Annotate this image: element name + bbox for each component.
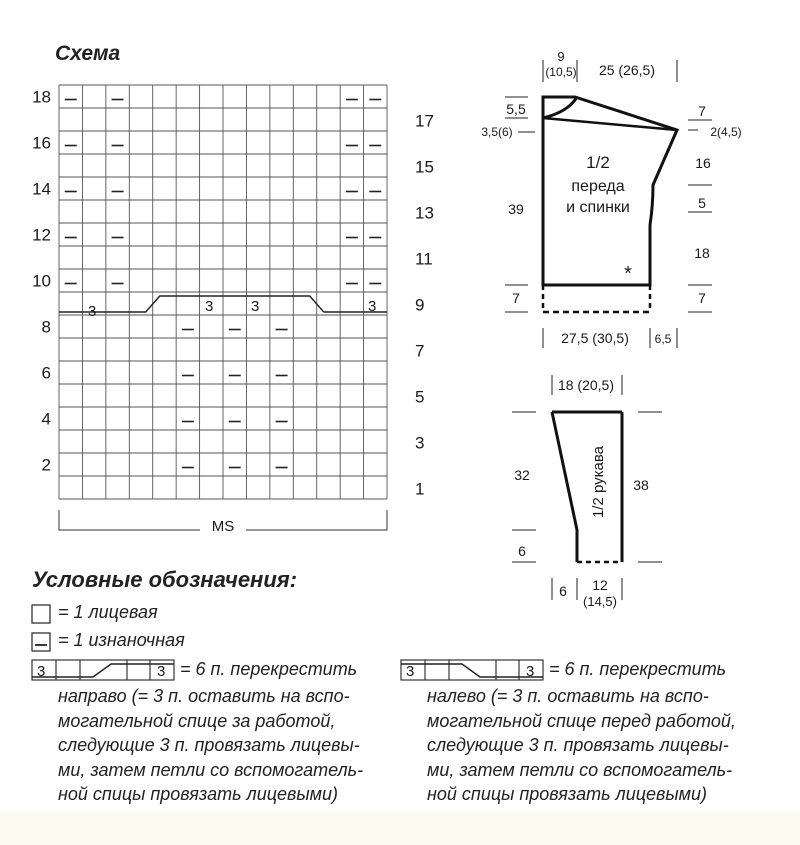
sleeve-right-height: 38 <box>633 477 649 493</box>
sleeve-bottom-left: 6 <box>559 583 567 599</box>
legend-cable-left-symbol <box>401 660 543 680</box>
body-right-rib: 7 <box>698 290 706 306</box>
body-right-side: 18 <box>694 245 710 261</box>
body-left-neck: 5,5 <box>506 101 526 117</box>
row-label-left: 10 <box>32 271 51 291</box>
cable-number-1: 3 <box>88 303 97 320</box>
body-bottom-width: 27,5 (30,5) <box>561 330 629 346</box>
row-label-right: 1 <box>415 479 425 499</box>
body-left-shoulder: 3,5(6) <box>481 125 513 139</box>
legend-knit-label: = 1 лицевая <box>58 602 158 622</box>
legend-purl-symbol <box>32 633 50 651</box>
body-star-mark: * <box>624 263 632 285</box>
row-label-left: 6 <box>41 363 51 383</box>
body-right-shoulder-a: 7 <box>698 103 706 119</box>
row-label-left: 18 <box>32 87 51 107</box>
sleeve-left-rib: 6 <box>518 543 526 559</box>
body-right-underarm: 5 <box>698 195 706 211</box>
legend-purl-label: = 1 изнаночная <box>58 630 185 650</box>
sleeve-bottom-right-a: 12 <box>592 577 608 593</box>
body-top-left-a: 9 <box>557 49 565 64</box>
body-left-height: 39 <box>508 201 524 217</box>
row-label-left: 4 <box>41 409 51 429</box>
row-label-left: 2 <box>41 455 51 475</box>
legend-cable-right-title: = 6 п. перекрестить <box>180 659 358 679</box>
sleeve-left-height: 32 <box>514 467 530 483</box>
sleeve-top-width: 18 (20,5) <box>557 377 615 393</box>
body-left-rib: 7 <box>512 290 520 306</box>
legend-title: Условные обозначения: <box>32 567 298 592</box>
row-label-right: 5 <box>415 387 425 407</box>
legend-cable-right-symbol <box>32 660 174 680</box>
row-label-right: 13 <box>415 203 434 223</box>
sleeve-bottom-right-b: (14,5) <box>583 594 617 609</box>
row-label-right: 3 <box>415 433 425 453</box>
row-label-right: 9 <box>415 295 425 315</box>
body-top-left-b: (10,5) <box>545 65 577 79</box>
legend-knit-symbol <box>32 605 50 623</box>
row-label-right: 17 <box>415 111 434 131</box>
legend-cable-right-count-a: 3 <box>37 663 46 680</box>
body-right-armhole: 16 <box>695 155 711 171</box>
legend-cable-left-title: = 6 п. перекрестить <box>549 659 727 679</box>
cable-number-2: 3 <box>205 298 214 315</box>
cable-number-3: 3 <box>251 298 260 315</box>
legend-cable-left-count-b: 3 <box>526 663 535 680</box>
legend-cable-right-desc: направо (= 3 п. оставить на вспо- могательной спице за работой, следующие 3 п. провязать лицевы- ми, затем петли со вспомогатель- ной спицы провязать лицевыми) <box>58 686 364 804</box>
body-top-right: 25 (26,5) <box>598 62 656 78</box>
legend-cable-right-count-b: 3 <box>157 663 166 680</box>
body-title-line1: 1/2 <box>586 153 610 172</box>
body-bottom-extra: 6,5 <box>654 332 672 346</box>
body-right-shoulder-b: 2(4,5) <box>710 125 742 139</box>
chart-title: Схема <box>55 42 121 65</box>
legend-cable-left-count-a: 3 <box>406 663 415 680</box>
row-label-left: 8 <box>41 317 51 337</box>
row-label-right: 15 <box>415 157 434 177</box>
legend-cable-left-desc: налево (= 3 п. оставить на вспо- могательной спице перед работой, следующие 3 п. провязать лицевы- ми, затем петли со вспомогатель- ной спицы провязать лицевыми) <box>427 686 736 804</box>
body-title-line2: переда <box>571 178 625 195</box>
neck-curve <box>543 97 577 118</box>
cable-number-4: 3 <box>368 298 377 315</box>
sleeve-title: 1/2 рукава <box>590 445 607 519</box>
row-label-left: 16 <box>32 133 51 153</box>
row-label-right: 7 <box>415 341 425 361</box>
body-title-line3: и спинки <box>566 199 630 216</box>
row-label-left: 12 <box>32 225 51 245</box>
row-label-left: 14 <box>32 179 51 199</box>
sleeve-outline <box>552 412 622 562</box>
row-label-right: 11 <box>415 249 433 269</box>
repeat-label: MS <box>211 518 235 535</box>
